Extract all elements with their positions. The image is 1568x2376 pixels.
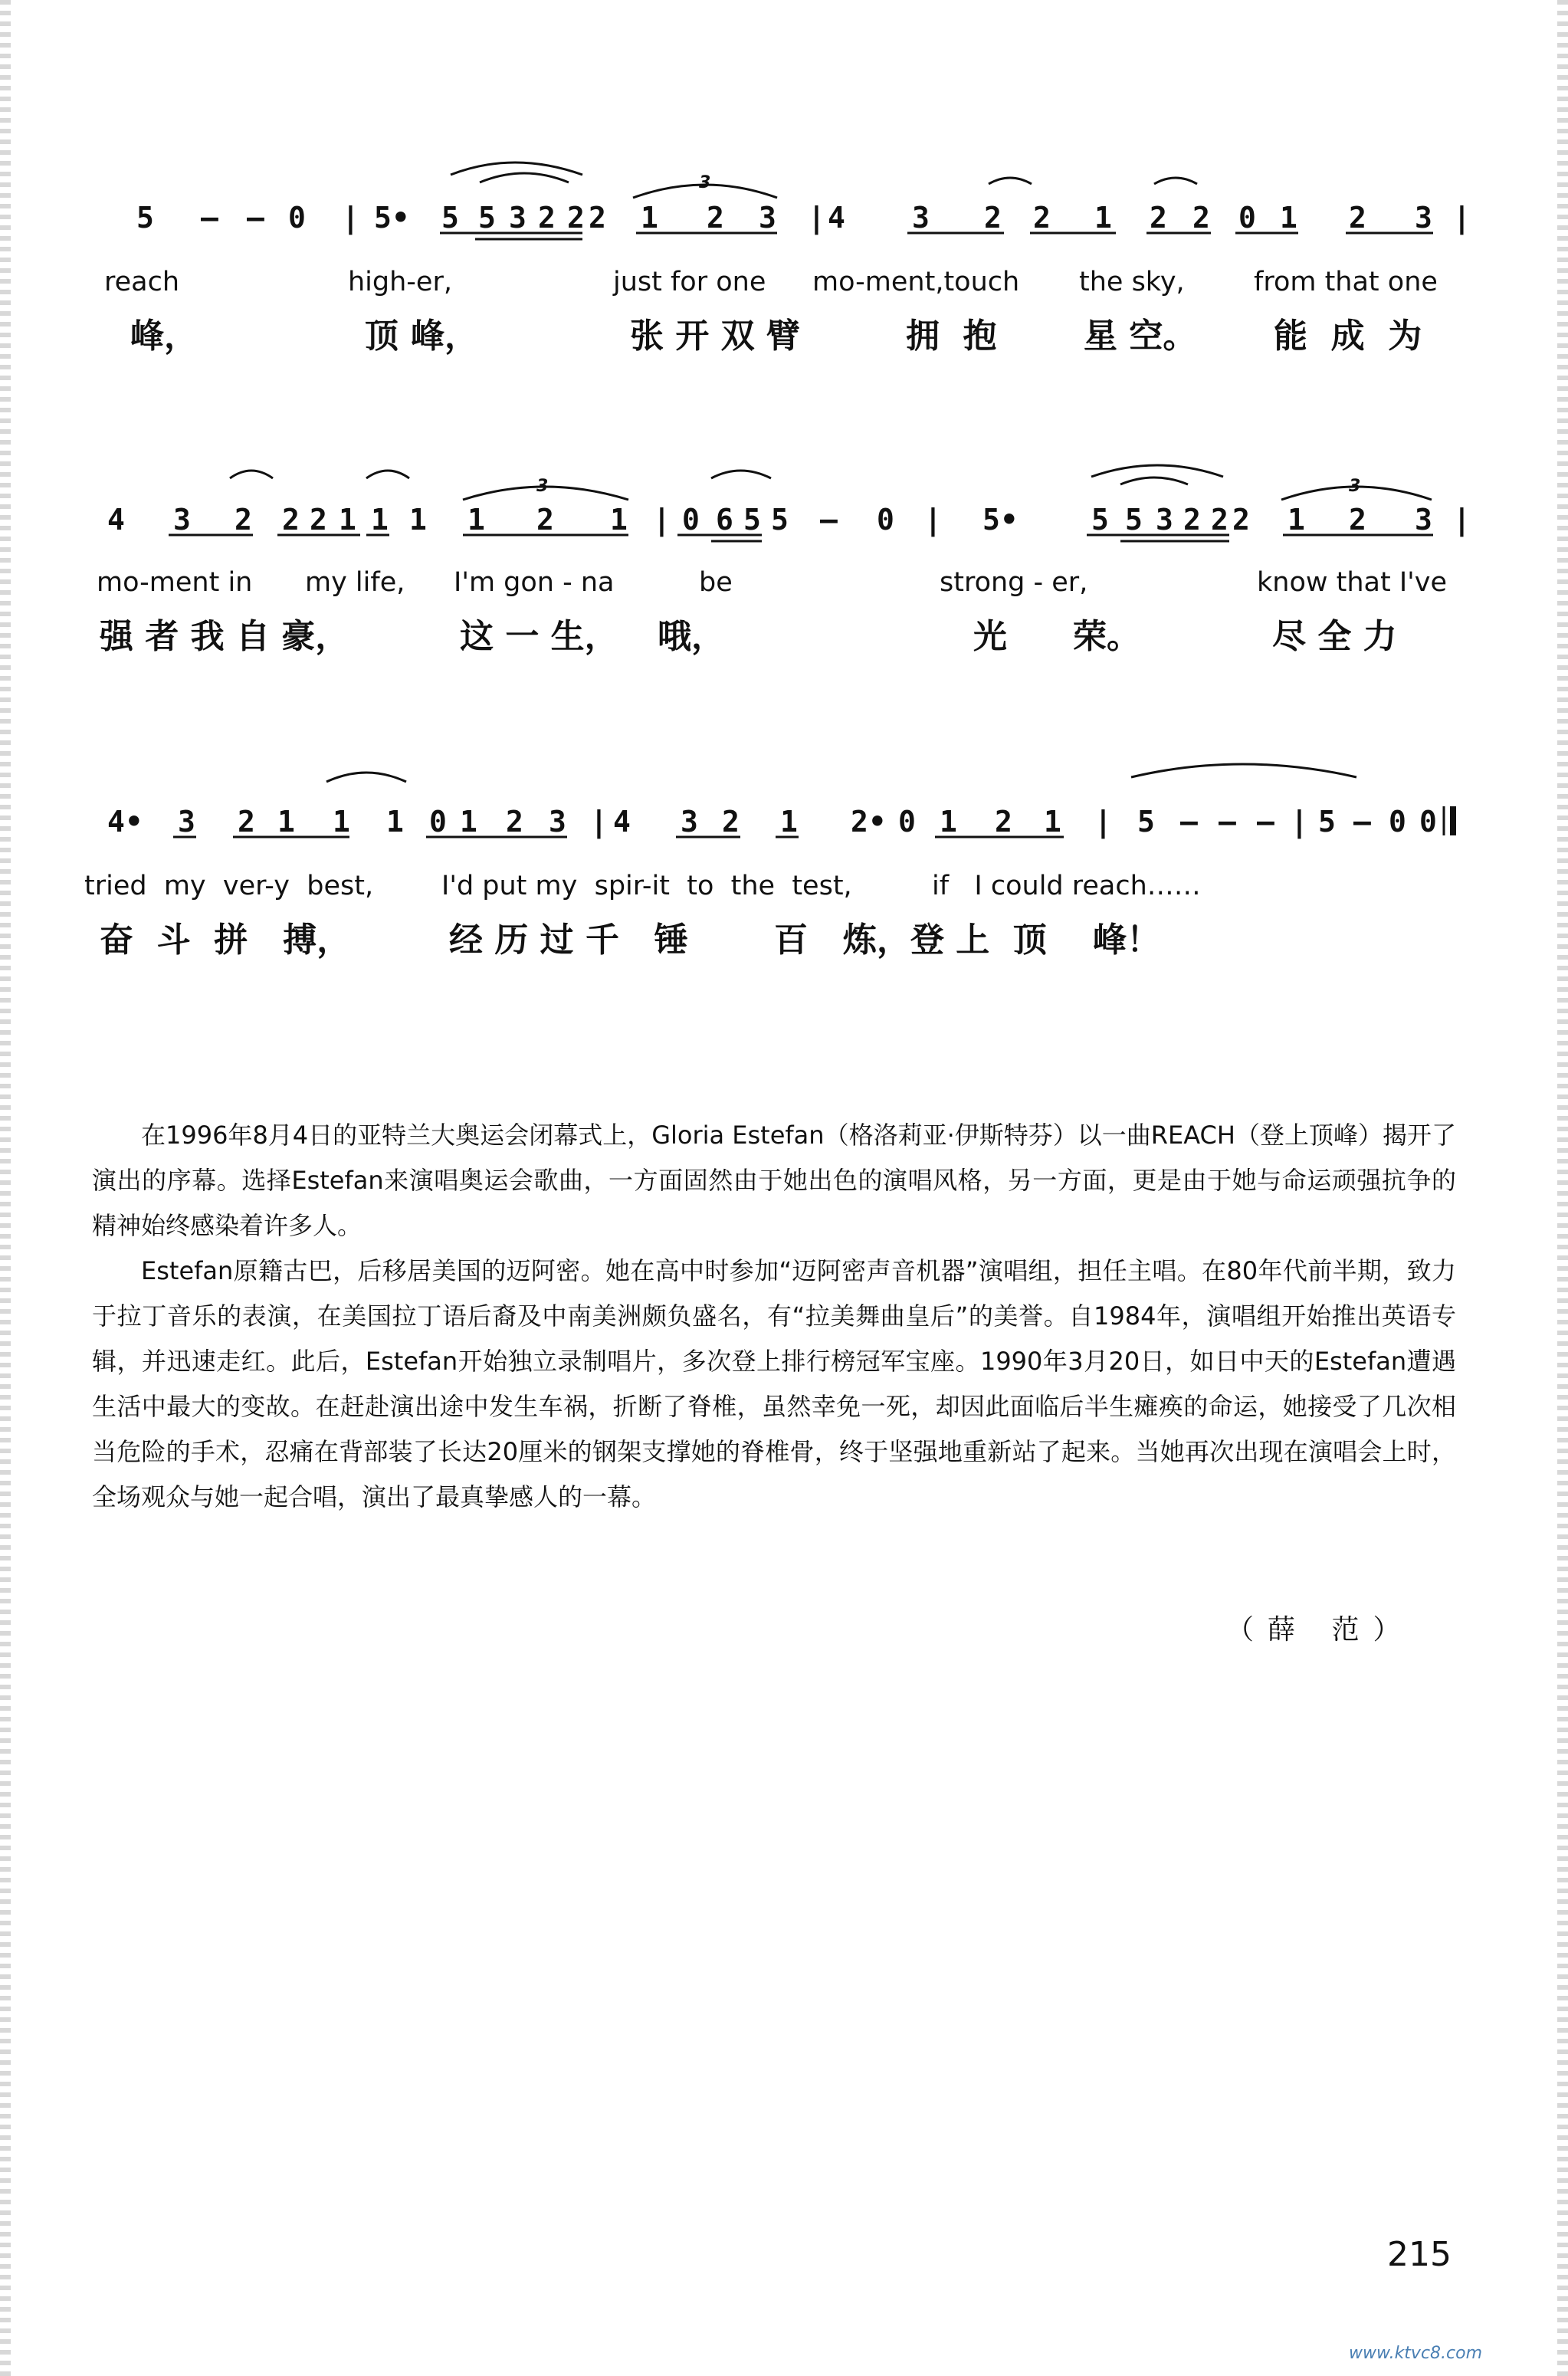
note: 1 — [1280, 201, 1298, 235]
note: 0 — [1238, 201, 1257, 235]
lyric-word: 顶 — [365, 317, 399, 356]
note: 3 — [1415, 201, 1433, 235]
note: 2 — [589, 201, 607, 235]
lyric-word: high-er, — [348, 267, 452, 297]
lyric-word: 光 — [973, 617, 1007, 656]
note: 5 — [1125, 503, 1143, 537]
slur-arc — [711, 471, 771, 478]
note: 2 — [995, 805, 1013, 838]
barline: | — [342, 201, 360, 235]
note: 2 — [310, 503, 328, 537]
note: – — [1257, 805, 1275, 838]
note: 1 — [339, 503, 357, 537]
note: 2• — [851, 805, 887, 838]
slur-arc — [989, 178, 1032, 184]
note: 1 — [386, 805, 405, 838]
note: 2 — [1150, 201, 1168, 235]
lyric-word: the sky, — [1079, 267, 1185, 297]
note: 5• — [982, 503, 1019, 537]
lyric-word: 强 者 我 自 豪， — [100, 617, 349, 656]
barline: | — [808, 201, 826, 235]
barline: | — [590, 805, 609, 838]
note: – — [1219, 805, 1237, 838]
note: 1 — [371, 503, 389, 537]
note: 2 — [536, 503, 555, 537]
note: 5 — [441, 201, 460, 235]
lyric-word: I'd put my spir-it to the test, — [441, 871, 852, 901]
note: 0 — [877, 503, 895, 537]
lyric-word: 拥 抱 — [906, 317, 997, 356]
note: 1 — [641, 201, 659, 235]
note: 1 — [460, 805, 478, 838]
lyric-word: just for one — [613, 267, 766, 297]
barline: | — [1453, 503, 1471, 537]
lyric-word: 能 成 为 — [1274, 317, 1422, 356]
lyric-word: 尽 全 力 — [1272, 617, 1397, 656]
slur-arc — [480, 173, 569, 182]
slur-arc — [230, 471, 273, 478]
note: 4 — [613, 805, 631, 838]
note: 0 — [1389, 805, 1407, 838]
lyric-word: mo-ment in — [97, 567, 253, 598]
lyric-word: 张 开 双 臂 — [630, 317, 800, 356]
article-paragraph: 在1996年8月4日的亚特兰大奥运会闭幕式上，Gloria Estefan（格洛莉亚·伊斯特芬）以一曲REACH（登上顶峰）揭开了演出的序幕。选择Estefan来演唱奥运会歌曲，一方面固然由于她出色的演唱风格，另一方面，更是由于她与命运顽强抗争的精神始终感染着许多人。 — [92, 1121, 1456, 1240]
note: – — [1180, 805, 1199, 838]
note: 2 — [1033, 201, 1051, 235]
slur-arc — [326, 773, 406, 782]
note: 2 — [1232, 503, 1251, 537]
note: 3 — [549, 805, 567, 838]
note: – — [247, 201, 265, 235]
note: 0 — [288, 201, 307, 235]
note: 1 — [1094, 201, 1113, 235]
article-author: （薛 范） — [1226, 1614, 1415, 1646]
triplet-mark: 3 — [536, 477, 549, 496]
lyric-word: reach — [104, 267, 180, 297]
note: 2 — [238, 805, 256, 838]
barline: | — [653, 503, 671, 537]
note: 1 — [333, 805, 351, 838]
note: 5 — [771, 503, 789, 537]
note: 1 — [940, 805, 958, 838]
article-paragraph: Estefan原籍古巴，后移居美国的迈阿密。她在高中时参加“迈阿密声音机器”演唱组，担任主唱。在80年代前半期，致力于拉丁音乐的表演，在美国拉丁语后裔及中南美洲颇负盛名，有“拉美舞曲皇后”的美誉。自1984年，演唱组开始推出英语专辑，并迅速走红。此后，Estefan开始独立录制唱片，多次登上排行榜冠军宝座。1990年3月20日，如日中天的Estefan遭遇生活中最大的变故。在赶赴演出途中发生车祸，折断了脊椎，虽然幸免一死，却因此面临后半生瘫痪的命运，她接受了几次相当危险的手术，忍痛在背部装了长达20厘米的钢架支撑她的脊椎骨，终于坚强地重新站了起来。当她再次出现在演唱会上时，全场观众与她一起合唱，演出了最真挚感人的一幕。 — [92, 1256, 1456, 1511]
note: 0 — [682, 503, 700, 537]
lyric-word: be — [699, 567, 733, 598]
note: – — [1353, 805, 1372, 838]
watermark: www.ktvc8.com — [1349, 2344, 1483, 2363]
note: 6 — [716, 503, 734, 537]
lyric-word: 经 历 过 千 锤 — [449, 921, 688, 960]
triplet-mark: 3 — [699, 173, 711, 192]
note: 0 — [898, 805, 917, 838]
note: 4• — [107, 805, 143, 838]
note: 3 — [1156, 503, 1174, 537]
note: 3 — [173, 503, 192, 537]
lyric-word: 峰， — [130, 317, 198, 356]
note: 3 — [681, 805, 699, 838]
lyric-word: 奋 斗 拼 搏， — [100, 921, 351, 960]
note: 2 — [1192, 201, 1211, 235]
slur-arc — [1154, 178, 1197, 184]
note: 5 — [1137, 805, 1156, 838]
lyric-word: 百 炼，登 上 顶 — [774, 921, 1047, 960]
lyric-word: if I could reach…… — [932, 871, 1201, 901]
note: 3 — [759, 201, 777, 235]
note: 2 — [707, 201, 725, 235]
barline: | — [1291, 805, 1309, 838]
lyric-word: my life, — [305, 567, 405, 598]
note: – — [201, 201, 219, 235]
note: 2 — [1211, 503, 1229, 537]
note: 0 — [1419, 805, 1438, 838]
note: 2 — [1349, 503, 1367, 537]
lyric-word: 峰！ — [1093, 921, 1160, 960]
note: 2 — [235, 503, 253, 537]
note: 1 — [1044, 805, 1062, 838]
lyric-word: from that one — [1254, 267, 1438, 297]
note: 1 — [467, 503, 486, 537]
lyric-word: 星 空。 — [1084, 317, 1197, 356]
note: 1 — [780, 805, 799, 838]
note: 5 — [743, 503, 762, 537]
note: 4 — [107, 503, 126, 537]
note: 1 — [1288, 503, 1306, 537]
note: 3 — [912, 201, 930, 235]
note: 2 — [984, 201, 1002, 235]
slur-arc — [1120, 477, 1188, 484]
slur-arc — [1091, 465, 1223, 477]
note: 0 — [429, 805, 448, 838]
lyric-word: 峰， — [411, 317, 478, 356]
barline: | — [1094, 805, 1113, 838]
lyric-word: I'm gon - na — [454, 567, 615, 598]
note: 2 — [538, 201, 556, 235]
triplet-mark: 3 — [1349, 477, 1361, 496]
note: 5 — [478, 201, 497, 235]
note: – — [820, 503, 838, 537]
lyric-word: mo-ment,touch — [812, 267, 1020, 297]
note: 1 — [409, 503, 428, 537]
lyric-word: 哦， — [658, 617, 725, 656]
note: 2 — [722, 805, 740, 838]
note: 3 — [178, 805, 196, 838]
note: 1 — [277, 805, 296, 838]
note: 4 — [828, 201, 846, 235]
slur-arc — [366, 471, 409, 478]
slur-arc — [1131, 764, 1356, 777]
lyric-word: know that I've — [1257, 567, 1448, 598]
barline: | — [1453, 201, 1471, 235]
note: 5 — [136, 201, 155, 235]
note: 1 — [610, 503, 628, 537]
note: 2 — [567, 201, 586, 235]
note: 2 — [506, 805, 524, 838]
article-text — [92, 1113, 1456, 1520]
lyric-word: tried my ver-y best, — [84, 871, 374, 901]
note: 2 — [282, 503, 300, 537]
lyric-word: strong - er, — [940, 567, 1088, 598]
note: 3 — [1415, 503, 1433, 537]
note: 2 — [1349, 201, 1367, 235]
barline: | — [924, 503, 943, 537]
note: 5 — [1318, 805, 1337, 838]
note: 3 — [509, 201, 527, 235]
lyric-word: 这 一 生， — [460, 617, 618, 656]
note: 5 — [1091, 503, 1110, 537]
note: 5• — [374, 201, 410, 235]
page-number: 215 — [1387, 2235, 1452, 2274]
note: 2 — [1183, 503, 1202, 537]
lyric-word: 荣。 — [1073, 617, 1140, 656]
